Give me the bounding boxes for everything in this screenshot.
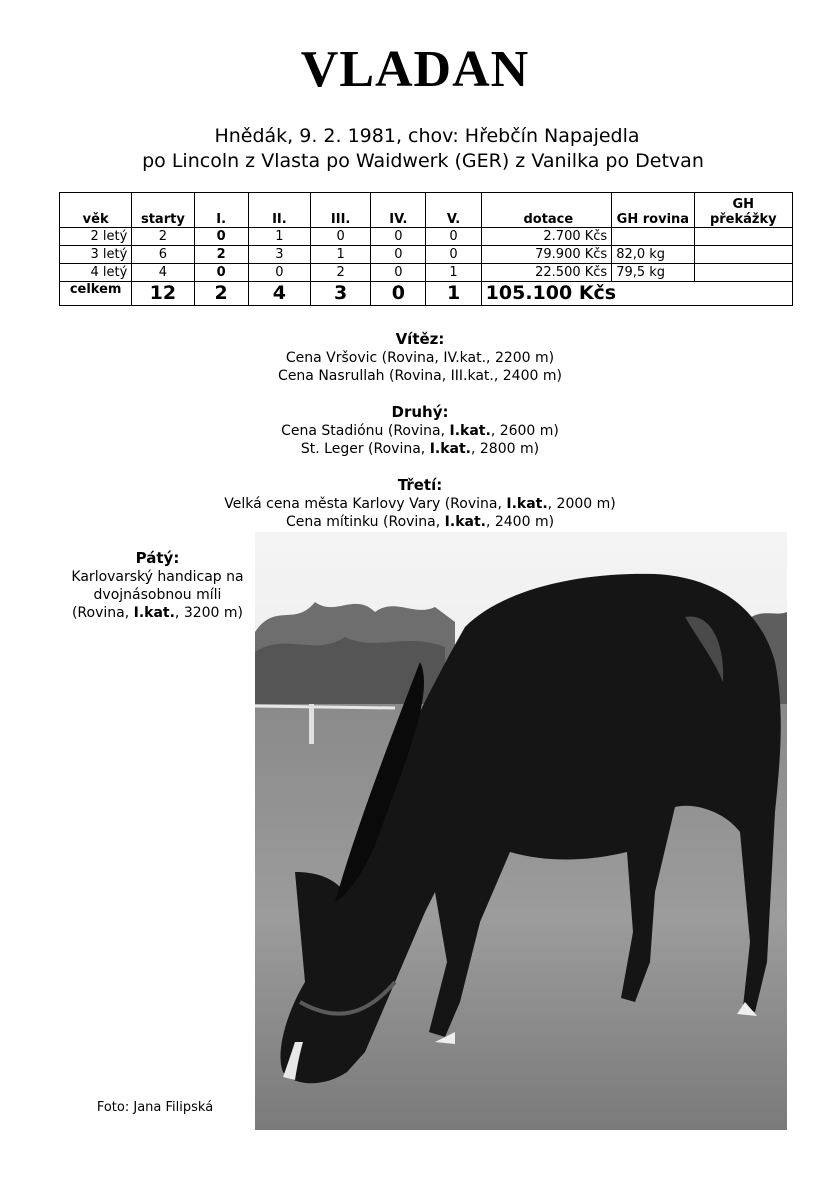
cell-age: 3 letý [60,246,132,264]
cell-second: 1 [248,228,310,246]
horse-details: Hnědák, 9. 2. 1981, chov: Hřebčín Napajedla [214,125,640,147]
table-row [60,264,793,282]
race-line: Cena Stadiónu (Rovina, I.kat., 2600 m) [281,423,559,439]
cell-fourth: 0 [371,246,426,264]
table-total-row [60,282,793,306]
third-place-section [0,475,830,531]
cell-first: 2 [194,246,248,264]
total-starts: 12 [132,282,194,306]
cell-second: 0 [248,264,310,282]
cell-first: 0 [194,264,248,282]
total-third: 3 [311,282,371,306]
cell-third: 0 [311,228,371,246]
cell-starts: 4 [132,264,194,282]
header-age: věk [60,193,132,228]
page-title: VLADAN [300,41,530,98]
race-line: St. Leger (Rovina, I.kat., 2800 m) [300,441,540,457]
third-heading: Třetí: [397,476,443,494]
pedigree-line: po Lincoln z Vlasta po Waidwerk (GER) z Vanilka po Detvan [142,150,704,172]
header-second: II. [248,193,310,228]
header-third: III. [311,193,371,228]
header-fifth: V. [426,193,481,228]
cell-prize: 79.900 Kčs [481,246,612,264]
cell-gh-jump [694,246,792,264]
cell-prize: 22.500 Kčs [481,264,612,282]
total-fourth: 0 [371,282,426,306]
total-second: 4 [248,282,310,306]
cell-third: 1 [311,246,371,264]
winner-section [0,329,830,385]
fifth-place-section [65,548,250,622]
race-statistics-table [59,192,793,306]
cell-gh-flat: 79,5 kg [612,264,694,282]
photo-credit: Foto: Jana Filipská [96,1100,214,1115]
race-line: dvojnásobnou míli [93,587,222,603]
cell-gh-flat: 82,0 kg [612,246,694,264]
cell-second: 3 [248,246,310,264]
second-heading: Druhý: [391,403,449,421]
cell-third: 2 [311,264,371,282]
race-line: Cena Nasrullah (Rovina, III.kat., 2400 m) [278,368,562,384]
header-prize: dotace [481,193,612,228]
header-fourth: IV. [371,193,426,228]
table-header-row [60,193,793,228]
header-starts: starty [132,193,194,228]
table-row [60,246,793,264]
cell-starts: 6 [132,246,194,264]
cell-first: 0 [194,228,248,246]
race-line: Velká cena města Karlovy Vary (Rovina, I.kat., 2000 m) [224,496,616,512]
table-row [60,228,793,246]
total-prize: 105.100 Kčs [481,282,792,306]
cell-age: 2 letý [60,228,132,246]
fifth-heading: Pátý: [135,549,180,567]
header-first: I. [194,193,248,228]
cell-gh-jump [694,228,792,246]
cell-fifth: 1 [426,264,481,282]
horse-photo [255,532,787,1130]
total-label: celkem [60,282,132,306]
race-line: Cena mítinku (Rovina, I.kat., 2400 m) [285,514,555,530]
cell-gh-jump [694,264,792,282]
race-line: (Rovina, I.kat., 3200 m) [71,605,244,621]
cell-starts: 2 [132,228,194,246]
cell-fifth: 0 [426,228,481,246]
header-gh-flat: GH rovina [612,193,694,228]
second-place-section [0,402,830,458]
cell-fourth: 0 [371,264,426,282]
race-line: Karlovarský handicap na [71,569,244,585]
cell-fourth: 0 [371,228,426,246]
cell-prize: 2.700 Kčs [481,228,612,246]
total-fifth: 1 [426,282,481,306]
winner-heading: Vítěz: [395,330,445,348]
header-gh-jump: GH překážky [694,193,792,228]
race-line: Cena Vršovic (Rovina, IV.kat., 2200 m) [285,350,555,366]
cell-age: 4 letý [60,264,132,282]
cell-gh-flat [612,228,694,246]
total-first: 2 [194,282,248,306]
cell-fifth: 0 [426,246,481,264]
